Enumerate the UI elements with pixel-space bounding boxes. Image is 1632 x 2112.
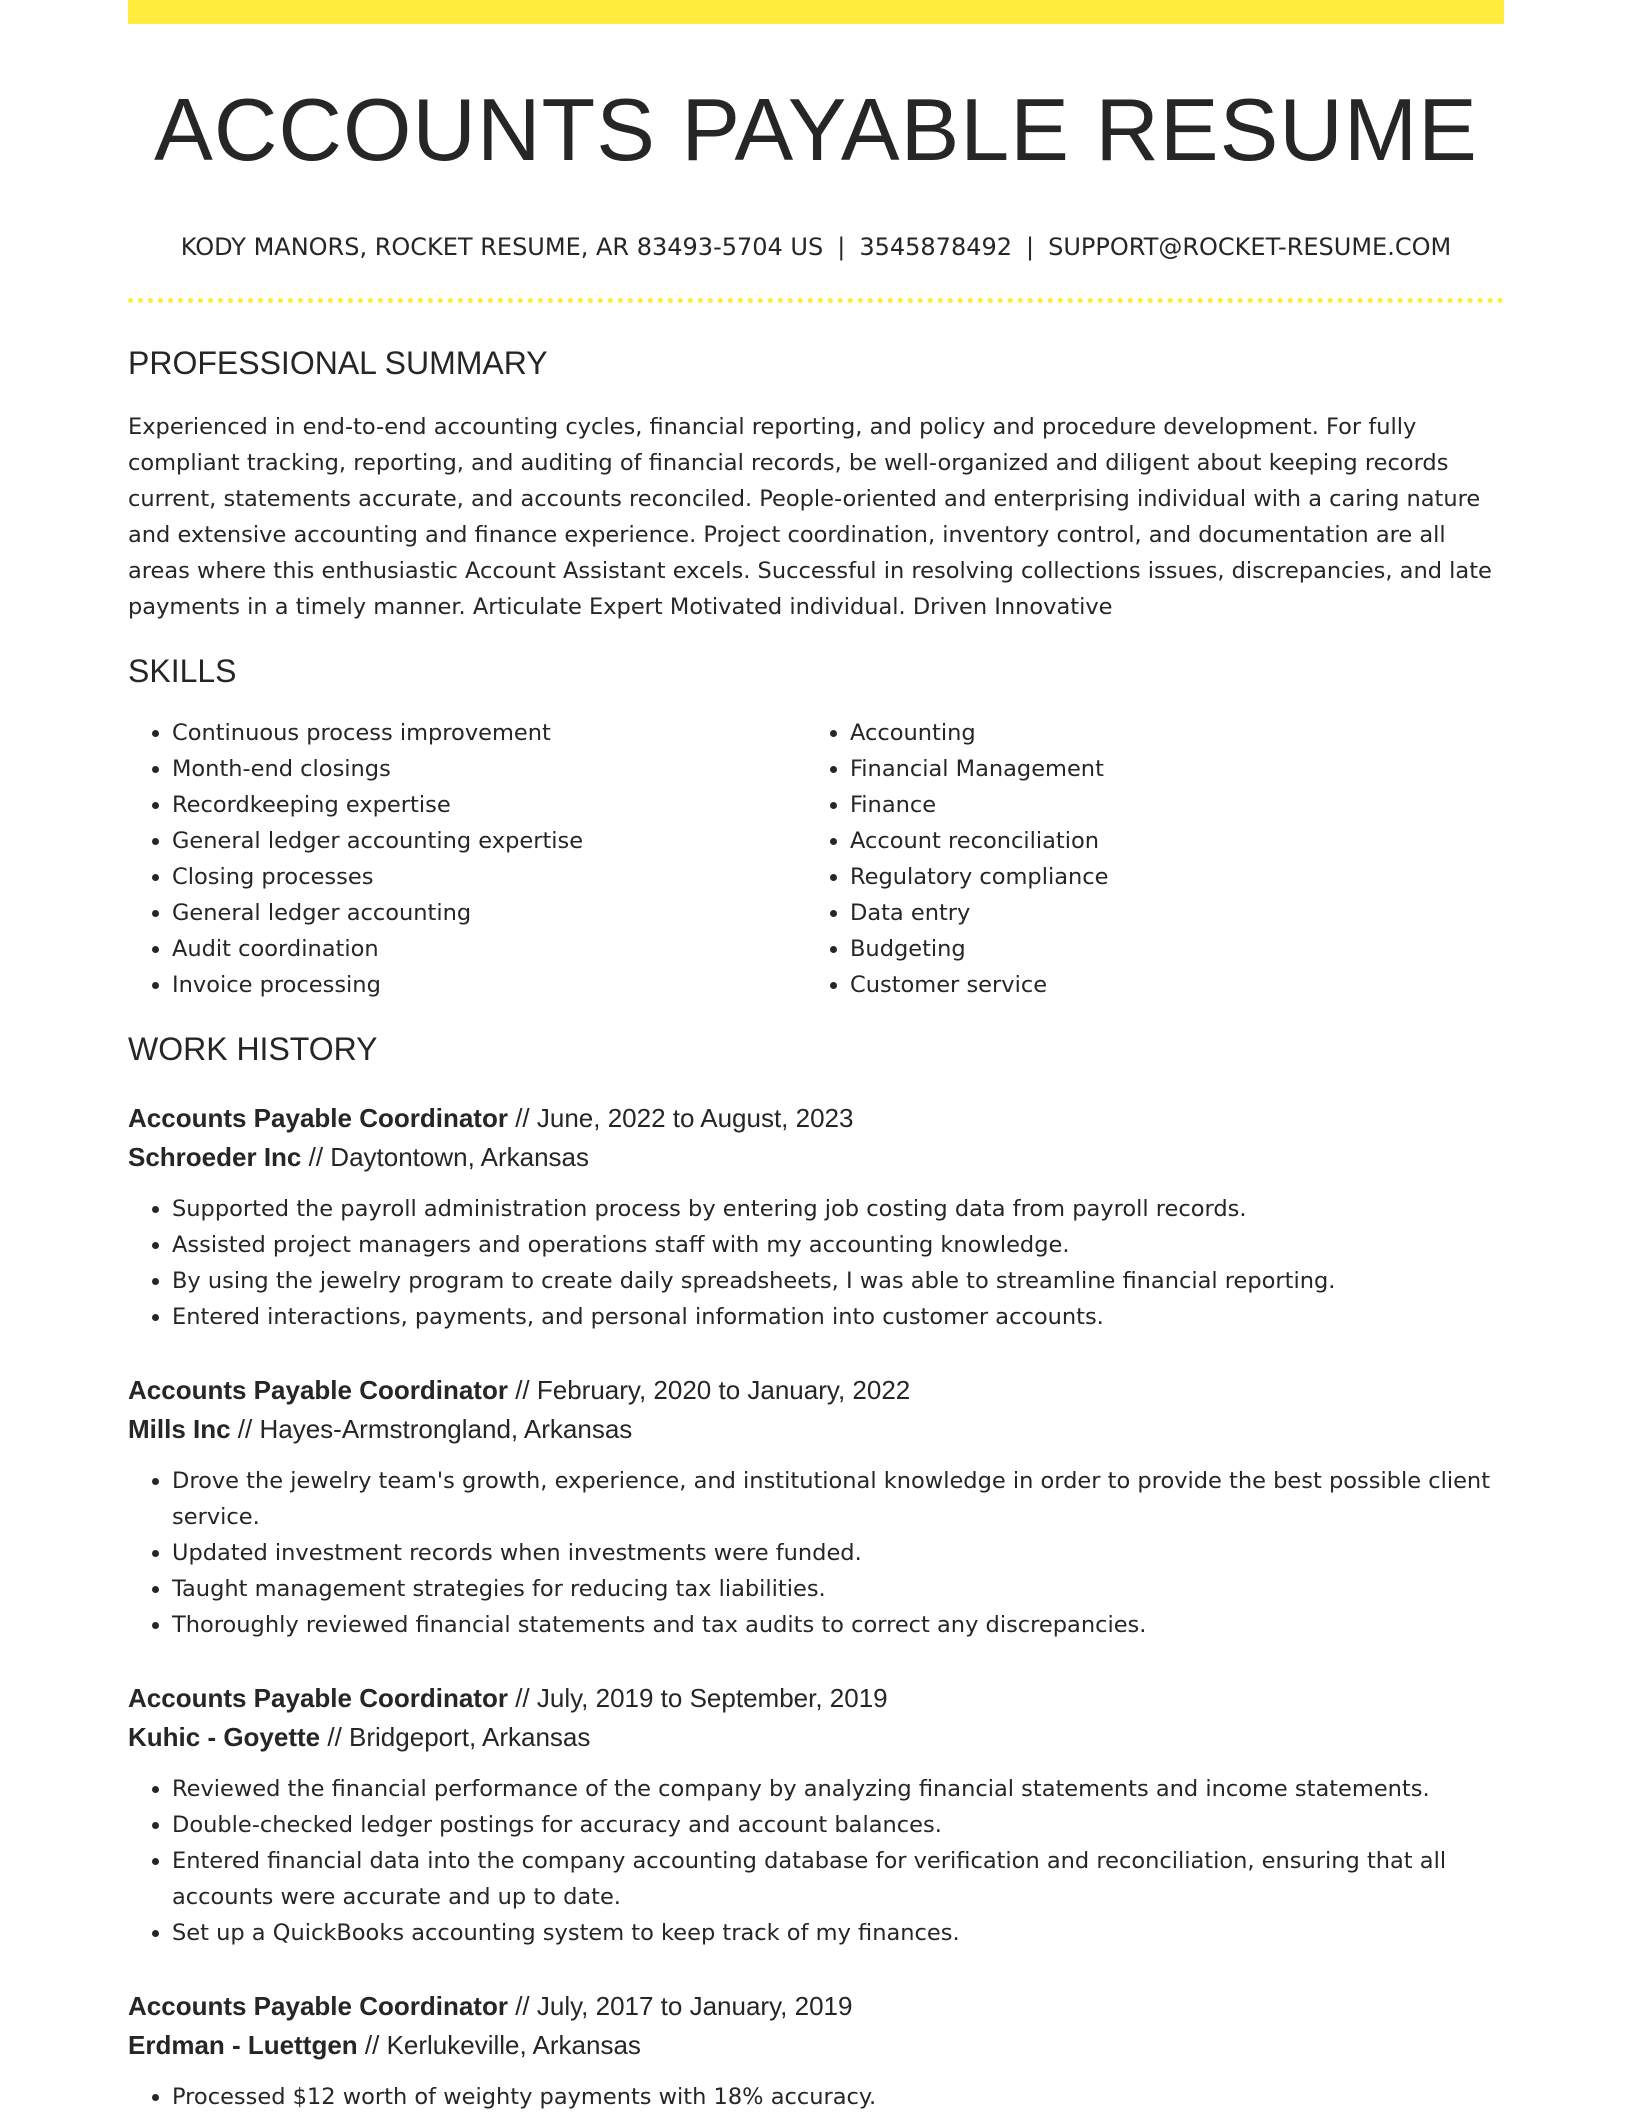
job-bullet: • Reviewed the financial performance of the company by analyzing financial statements and income statements. bbox=[172, 1771, 1504, 1807]
job-location: // Bridgeport, Arkansas bbox=[320, 1722, 591, 1752]
skill-item: • Continuous process improvement bbox=[172, 715, 806, 751]
job-company-line bbox=[128, 2026, 1504, 2065]
job-title: Accounts Payable Coordinator bbox=[128, 1683, 508, 1713]
job-entry bbox=[128, 1679, 1504, 1951]
job-location: // Daytontown, Arkansas bbox=[301, 1142, 589, 1172]
job-bullet: • Processed $12 worth of weighty payments with 18% accuracy. bbox=[172, 2079, 1504, 2112]
job-title-line bbox=[128, 1987, 1504, 2026]
resume-content bbox=[128, 0, 1504, 2112]
skill-item: • Closing processes bbox=[172, 859, 806, 895]
job-bullet: • Entered financial data into the company accounting database for verification and reconciliation, ensuring that all accounts were accurate and up to date. bbox=[172, 1843, 1504, 1915]
contact-address: KODY MANORS, ROCKET RESUME, AR 83493-5704 US bbox=[180, 233, 824, 261]
skills-heading: SKILLS bbox=[128, 653, 237, 689]
job-company: Kuhic - Goyette bbox=[128, 1722, 321, 1752]
job-bullet: • Supported the payroll administration process by entering job costing data from payroll records. bbox=[172, 1191, 1504, 1227]
work-history-heading: WORK HISTORY bbox=[128, 1031, 378, 1067]
skills-column-left bbox=[128, 715, 806, 1003]
job-dates: // July, 2019 to September, 2019 bbox=[507, 1683, 888, 1713]
job-bullets bbox=[128, 2079, 1504, 2112]
skills-list bbox=[128, 715, 1504, 1003]
contact-separator: | bbox=[837, 233, 846, 261]
job-bullet: • Drove the jewelry team's growth, experience, and institutional knowledge in order to provide the best possible client service. bbox=[172, 1463, 1504, 1535]
job-location: // Kerlukeville, Arkansas bbox=[357, 2030, 641, 2060]
job-bullet: • Updated investment records when investments were funded. bbox=[172, 1535, 1504, 1571]
job-company: Mills Inc bbox=[128, 1414, 231, 1444]
skill-item: • Data entry bbox=[850, 895, 1484, 931]
job-bullet: • Entered interactions, payments, and personal information into customer accounts. bbox=[172, 1299, 1504, 1335]
job-company: Schroeder Inc bbox=[128, 1142, 302, 1172]
job-title: Accounts Payable Coordinator bbox=[128, 1375, 508, 1405]
job-company-line bbox=[128, 1410, 1504, 1449]
job-dates: // June, 2022 to August, 2023 bbox=[507, 1103, 854, 1133]
skill-item: • Month-end closings bbox=[172, 751, 806, 787]
skill-item: • Customer service bbox=[850, 967, 1484, 1003]
skill-item: • General ledger accounting bbox=[172, 895, 806, 931]
job-bullets bbox=[128, 1191, 1504, 1335]
skill-item: • Budgeting bbox=[850, 931, 1484, 967]
skill-item: • Account reconciliation bbox=[850, 823, 1484, 859]
skill-item: • Financial Management bbox=[850, 751, 1484, 787]
job-entry bbox=[128, 1987, 1504, 2112]
job-company-line bbox=[128, 1718, 1504, 1757]
job-title: Accounts Payable Coordinator bbox=[128, 1103, 508, 1133]
contact-line bbox=[128, 232, 1504, 262]
job-bullets bbox=[128, 1771, 1504, 1951]
job-company: Erdman - Luettgen bbox=[128, 2030, 358, 2060]
job-dates: // July, 2017 to January, 2019 bbox=[507, 1991, 853, 2021]
contact-separator: | bbox=[1026, 233, 1035, 261]
job-entry bbox=[128, 1371, 1504, 1643]
skill-item: • Finance bbox=[850, 787, 1484, 823]
summary-heading: PROFESSIONAL SUMMARY bbox=[128, 345, 548, 381]
job-title-line bbox=[128, 1099, 1504, 1138]
skills-column-right bbox=[806, 715, 1484, 1003]
skill-item: • Invoice processing bbox=[172, 967, 806, 1003]
job-entry bbox=[128, 1099, 1504, 1335]
job-bullets bbox=[128, 1463, 1504, 1643]
skill-item: • Regulatory compliance bbox=[850, 859, 1484, 895]
job-bullet: • Assisted project managers and operations staff with my accounting knowledge. bbox=[172, 1227, 1504, 1263]
job-title-line bbox=[128, 1679, 1504, 1718]
job-bullet: • Double-checked ledger postings for accuracy and account balances. bbox=[172, 1807, 1504, 1843]
job-dates: // February, 2020 to January, 2022 bbox=[507, 1375, 911, 1405]
contact-phone: 3545878492 bbox=[859, 233, 1013, 261]
job-title-line bbox=[128, 1371, 1504, 1410]
skill-item: • Audit coordination bbox=[172, 931, 806, 967]
job-title: Accounts Payable Coordinator bbox=[128, 1991, 508, 2021]
job-bullet: • Thoroughly reviewed financial statements and tax audits to correct any discrepancies. bbox=[172, 1607, 1504, 1643]
dotted-divider bbox=[128, 298, 1504, 303]
skill-item: • Recordkeeping expertise bbox=[172, 787, 806, 823]
contact-email: SUPPORT@ROCKET-RESUME.COM bbox=[1048, 233, 1452, 261]
job-location: // Hayes-Armstrongland, Arkansas bbox=[230, 1414, 633, 1444]
summary-text: Experienced in end-to-end accounting cycles, financial reporting, and policy and procedure development. For fully compliant tracking, reporting, and auditing of financial records, be well-organized and diligent about keeping records current, statements accurate, and accounts reconciled. People-oriented and enterprising individual with a caring nature and extensive accounting and finance experience. Project coordination, inventory control, and documentation are all areas where this enthusiastic Account Assistant excels. Successful in resolving collections issues, discrepancies, and late payments in a timely manner. Articulate Expert Motivated individual. Driven Innovative bbox=[128, 414, 1492, 620]
job-bullet: • Set up a QuickBooks accounting system to keep track of my finances. bbox=[172, 1915, 1504, 1951]
skill-item: • General ledger accounting expertise bbox=[172, 823, 806, 859]
page-title: ACCOUNTS PAYABLE RESUME bbox=[154, 80, 1478, 179]
job-bullet: • Taught management strategies for reducing tax liabilities. bbox=[172, 1571, 1504, 1607]
job-company-line bbox=[128, 1138, 1504, 1177]
job-bullet: • By using the jewelry program to create daily spreadsheets, I was able to streamline financial reporting. bbox=[172, 1263, 1504, 1299]
skill-item: • Accounting bbox=[850, 715, 1484, 751]
